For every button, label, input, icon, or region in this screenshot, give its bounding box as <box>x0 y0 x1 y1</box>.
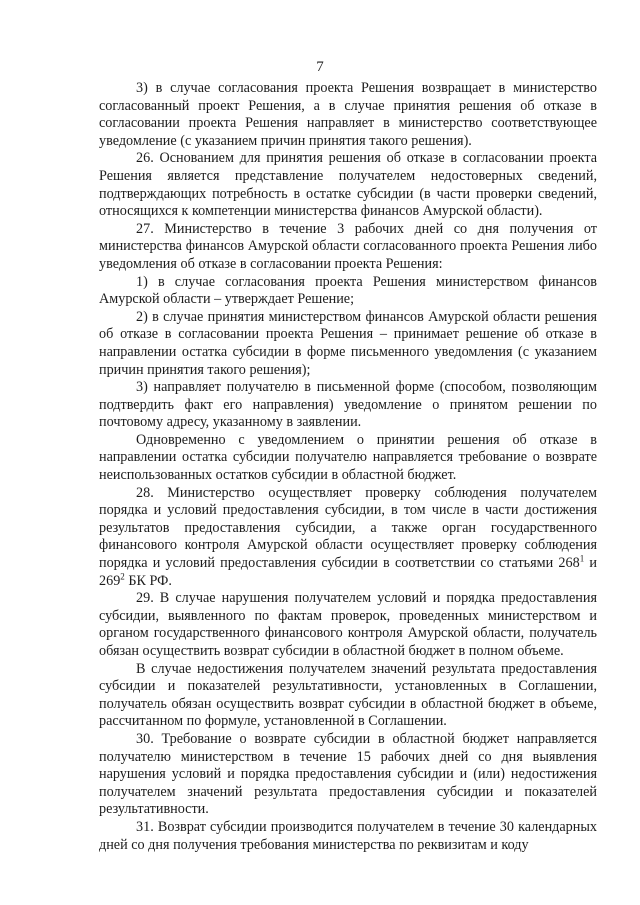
paragraph-27-item-1: 1) в случае согласования проекта Решения министерством финансов Амурской области – утверждает Решение; <box>99 273 597 308</box>
page-number: 7 <box>316 59 324 75</box>
paragraph-28-sup-1: 1 <box>579 553 585 564</box>
paragraph-underachievement: В случае недостижения получателем значений результата предоставления субсидии и показателей результативности, установленных в Соглашении, получатель обязан осуществить возврат субсидии в областной бюджет в объеме, рассчитанном по формуле, установленной в Соглашении. <box>99 660 597 730</box>
paragraph-25-item-3: 3) в случае согласования проекта Решения возвращает в министерство согласованный проект Решения, а в случае принятия решения об отказе в согласовании проекта Решения направляет в министерство соответствующее уведомление (с указанием причин принятия такого решения). <box>99 80 597 149</box>
paragraph-28-text: 28. Министерство осуществляет проверку соблюдения получателем порядка и условий предоставления субсидии, в том числе в части достижения результатов предоставления субсидии, а также орган государственного финансового контроля Амурской области осуществляет проверку соблюдения порядка и условий предоставления субсидии в соответствии со статьями 268 <box>99 484 597 572</box>
paragraph-28 <box>99 485 597 591</box>
paragraph-31: 31. Возврат субсидии производится получателем в течение 30 календарных дней со дня получения требования министерства по реквизитам и коду <box>99 818 597 853</box>
paragraph-refusal-notice: Одновременно с уведомлением о принятии решения об отказе в направлении остатка субсидии получателю направляется требование о возврате неиспользованных остатков субсидии в областной бюджет. <box>99 431 597 484</box>
paragraph-27-item-2: 2) в случае принятия министерством финансов Амурской области решения об отказе в согласовании проекта Решения – принимает решение об отказе в направлении остатка субсидии в форме письменного уведомления (с указанием причин принятия такого решения); <box>99 308 597 378</box>
paragraph-27: 27. Министерство в течение 3 рабочих дней со дня получения от министерства финансов Амурской области согласованного проекта Решения либо уведомления об отказе в согласовании проекта Решения: <box>99 220 597 272</box>
paragraph-28-sup-2: 2 <box>120 570 125 581</box>
paragraph-26: 26. Основанием для принятия решения об отказе в согласовании проекта Решения является представление получателем недостоверных сведений, подтверждающих потребность в остатке субсидии (в части проверки сведений, относящихся к компетенции министерства финансов Амурской области). <box>99 150 597 220</box>
paragraph-30: 30. Требование о возврате субсидии в областной бюджет направляется получателю министерством в течение 15 рабочих дней со дня выявления нарушения условий и порядка предоставления субсидии и (или) недостижения получателем значений результата предоставления субсидии и показателей результативности. <box>99 730 597 818</box>
paragraph-28-tail: БК РФ. <box>124 572 172 589</box>
paragraph-28-mid: и 269 <box>99 555 598 589</box>
paragraph-29: 29. В случае нарушения получателем условий и порядка предоставления субсидии, выявленного по фактам проверок, проведенных министерством и органом государственного финансового контроля Амурской области, получатель обязан осуществить возврат субсидии в областной бюджет в полном объеме. <box>99 590 597 659</box>
document-body <box>99 80 597 854</box>
paragraph-27-item-3: 3) направляет получателю в письменной форме (способом, позволяющим подтвердить факт его направления) уведомление о принятом решении по почтовому адресу, указанному в заявлении. <box>99 379 597 431</box>
